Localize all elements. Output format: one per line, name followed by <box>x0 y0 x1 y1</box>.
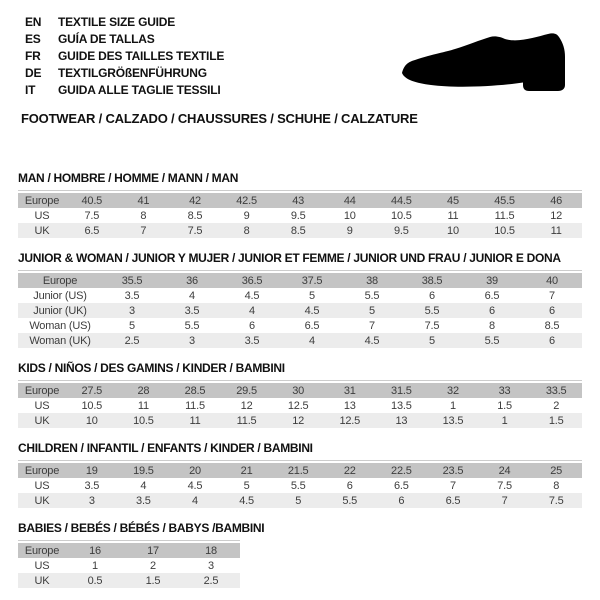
size-table-kids <box>18 383 582 428</box>
size-value: 41 <box>137 194 150 207</box>
size-value: 7 <box>140 224 147 237</box>
row-label: Europe <box>24 464 60 477</box>
size-value: 21.5 <box>287 464 309 477</box>
language-label: TEXTILE SIZE GUIDE <box>58 15 176 29</box>
size-section-man <box>18 171 582 238</box>
size-value: 10 <box>447 224 459 237</box>
size-value: 12.5 <box>287 399 309 412</box>
size-row-junior-us <box>18 288 582 303</box>
size-value: 11 <box>137 399 149 412</box>
size-value: 11.5 <box>185 399 205 412</box>
size-value: 38.5 <box>421 274 443 287</box>
size-value: 10.5 <box>133 414 154 427</box>
size-value: 7 <box>549 289 555 302</box>
size-value: 19 <box>85 464 98 477</box>
size-value: 9 <box>346 224 353 237</box>
size-row-us <box>18 558 240 573</box>
size-value: 6.5 <box>484 289 500 302</box>
size-value: 11 <box>189 414 201 427</box>
size-row-us <box>18 478 582 493</box>
size-row-woman-us <box>18 318 582 333</box>
language-label: GUÍA DE TALLAS <box>58 32 155 46</box>
size-value: 23.5 <box>442 464 464 477</box>
size-value: 30 <box>292 384 305 397</box>
size-value: 6.5 <box>394 479 409 492</box>
size-value: 13 <box>343 399 356 412</box>
size-table-babies <box>18 543 240 588</box>
size-value: 6.5 <box>304 319 320 332</box>
size-row-europe <box>18 383 582 398</box>
size-value: 44 <box>343 194 356 207</box>
size-value: 6 <box>489 304 495 317</box>
row-label: Woman (US) <box>29 319 91 332</box>
size-value: 5.5 <box>484 334 500 347</box>
size-value: 7.5 <box>84 209 100 222</box>
section-title-children: CHILDREN / INFANTIL / ENFANTS / KINDER / BAMBINI <box>18 441 313 455</box>
row-label: UK <box>34 224 50 237</box>
size-section-junior-woman <box>18 251 582 348</box>
size-value: 13.5 <box>442 414 464 427</box>
language-code: IT <box>25 83 36 97</box>
size-value: 6 <box>549 334 555 347</box>
size-value: 12.5 <box>339 414 361 427</box>
size-value: 9.5 <box>290 209 306 222</box>
size-value: 10.5 <box>391 209 412 222</box>
size-table-junior-woman <box>18 273 582 348</box>
size-value: 8 <box>243 224 250 237</box>
language-code: EN <box>25 15 42 29</box>
size-value: 6 <box>249 319 255 332</box>
table-wrap <box>18 380 582 428</box>
size-value: 2 <box>553 399 560 412</box>
table-wrap <box>18 460 582 508</box>
size-value: 12 <box>550 209 563 222</box>
size-value: 6.5 <box>84 224 100 237</box>
size-value: 5.5 <box>290 479 306 492</box>
size-tables <box>18 171 582 588</box>
size-value: 3 <box>208 559 214 572</box>
size-row-uk <box>18 493 582 508</box>
size-table-children <box>18 463 582 508</box>
size-value: 4.5 <box>239 494 254 507</box>
size-value: 33 <box>498 384 511 397</box>
section-title-man: MAN / HOMBRE / HOMME / MANN / MAN <box>18 171 239 185</box>
size-value: 27.5 <box>81 384 103 397</box>
size-value: 4.5 <box>187 479 203 492</box>
size-value: 8 <box>489 319 495 332</box>
size-value: 7.5 <box>497 479 512 492</box>
size-value: 9.5 <box>394 224 409 237</box>
size-value: 18 <box>205 544 217 557</box>
size-value: 37.5 <box>301 274 323 287</box>
size-value: 36 <box>186 274 198 287</box>
size-value: 28 <box>137 384 150 397</box>
size-value: 5 <box>309 289 315 302</box>
size-value: 45 <box>447 194 459 207</box>
size-value: 1 <box>92 559 98 572</box>
size-row-europe <box>18 463 582 478</box>
size-value: 11 <box>447 209 459 222</box>
size-value: 1 <box>449 399 456 412</box>
size-value: 16 <box>89 544 101 557</box>
size-value: 11.5 <box>494 209 515 222</box>
size-value: 28.5 <box>184 384 206 397</box>
table-wrap <box>18 270 582 348</box>
shoe-icon <box>398 33 578 93</box>
size-row-europe <box>18 273 582 288</box>
size-value: 3.5 <box>184 304 200 317</box>
size-value: 5.5 <box>424 304 440 317</box>
size-value: 11 <box>550 224 562 237</box>
size-value: 12 <box>240 399 253 412</box>
size-value: 5 <box>243 479 250 492</box>
size-value: 42.5 <box>236 194 257 207</box>
size-value: 7.5 <box>548 494 564 507</box>
size-value: 46 <box>550 194 563 207</box>
size-value: 22 <box>343 464 356 477</box>
table-wrap <box>18 540 240 588</box>
size-value: 8 <box>140 209 147 222</box>
language-label: TEXTILGRÖßENFÜHRUNG <box>58 66 207 80</box>
row-label: Junior (US) <box>33 289 87 302</box>
size-value: 5.5 <box>342 494 358 507</box>
language-code: DE <box>25 66 42 80</box>
row-label: UK <box>34 494 50 507</box>
table-wrap <box>18 190 582 238</box>
size-value: 44.5 <box>391 194 412 207</box>
size-value: 45.5 <box>494 194 515 207</box>
language-code: ES <box>25 32 41 46</box>
row-label: UK <box>34 574 50 587</box>
size-value: 5 <box>129 319 135 332</box>
size-value: 4 <box>140 479 147 492</box>
size-value: 4 <box>189 289 195 302</box>
section-title-babies: BABIES / BEBÉS / BÉBÉS / BABYS /BAMBINI <box>18 521 265 535</box>
size-section-children <box>18 441 582 508</box>
row-label: Europe <box>42 274 78 287</box>
size-value: 2.5 <box>124 334 140 347</box>
size-value: 1.5 <box>145 574 161 587</box>
row-label: US <box>34 479 50 492</box>
size-value: 8.5 <box>544 319 560 332</box>
language-row-en <box>25 14 600 31</box>
size-value: 38 <box>366 274 378 287</box>
size-value: 1.5 <box>548 414 564 427</box>
size-value: 36.5 <box>241 274 263 287</box>
size-value: 13.5 <box>391 399 412 412</box>
size-value: 2.5 <box>203 574 219 587</box>
size-value: 7.5 <box>187 224 203 237</box>
size-value: 4.5 <box>304 304 320 317</box>
size-value: 1.5 <box>497 399 512 412</box>
size-value: 40.5 <box>81 194 103 207</box>
size-value: 5.5 <box>364 289 380 302</box>
size-row-uk <box>18 413 582 428</box>
size-value: 8 <box>553 479 560 492</box>
row-label: Woman (UK) <box>29 334 91 347</box>
size-value: 4 <box>249 304 255 317</box>
row-label: Europe <box>24 194 60 207</box>
size-value: 10.5 <box>81 399 103 412</box>
size-value: 8.5 <box>290 224 306 237</box>
size-value: 3.5 <box>84 479 100 492</box>
size-value: 4 <box>309 334 315 347</box>
size-value: 10 <box>85 414 98 427</box>
size-row-europe <box>18 543 240 558</box>
category-line: FOOTWEAR / CALZADO / CHAUSSURES / SCHUHE / CALZATURE <box>21 111 418 126</box>
size-value: 12 <box>292 414 305 427</box>
size-value: 42 <box>189 194 201 207</box>
size-value: 6 <box>429 289 435 302</box>
size-value: 6 <box>549 304 555 317</box>
row-label: US <box>34 399 50 412</box>
size-value: 3 <box>189 334 195 347</box>
size-value: 5 <box>295 494 302 507</box>
size-value: 6.5 <box>445 494 461 507</box>
size-value: 22.5 <box>391 464 412 477</box>
size-value: 5 <box>429 334 435 347</box>
size-value: 7 <box>369 319 375 332</box>
section-title-junior-woman: JUNIOR & WOMAN / JUNIOR Y MUJER / JUNIOR ET FEMME / JUNIOR UND FRAU / JUNIOR E DONA <box>18 251 561 265</box>
size-value: 35.5 <box>121 274 143 287</box>
row-label: Junior (UK) <box>33 304 87 317</box>
size-value: 7 <box>449 479 456 492</box>
size-row-uk <box>18 573 240 588</box>
language-label: GUIDA ALLE TAGLIE TESSILI <box>58 83 221 97</box>
size-value: 11.5 <box>236 414 257 427</box>
size-value: 10 <box>343 209 356 222</box>
size-value: 24 <box>498 464 511 477</box>
size-value: 3.5 <box>136 494 151 507</box>
size-row-europe <box>18 193 582 208</box>
row-label: Europe <box>24 544 60 557</box>
size-value: 19.5 <box>133 464 154 477</box>
size-row-junior-uk <box>18 303 582 318</box>
size-row-us <box>18 208 582 223</box>
size-value: 31.5 <box>391 384 412 397</box>
size-value: 43 <box>292 194 305 207</box>
size-value: 4.5 <box>364 334 380 347</box>
size-value: 2 <box>150 559 156 572</box>
size-value: 10.5 <box>494 224 515 237</box>
size-value: 32 <box>447 384 459 397</box>
size-value: 17 <box>147 544 159 557</box>
size-value: 9 <box>243 209 250 222</box>
size-table-man <box>18 193 582 238</box>
size-value: 13 <box>395 414 408 427</box>
size-section-babies <box>18 521 582 588</box>
language-code: FR <box>25 49 41 63</box>
size-row-uk <box>18 223 582 238</box>
size-value: 0.5 <box>87 574 103 587</box>
size-value: 7.5 <box>424 319 440 332</box>
section-title-kids: KIDS / NIÑOS / DES GAMINS / KINDER / BAMBINI <box>18 361 285 375</box>
size-value: 8.5 <box>187 209 203 222</box>
size-value: 25 <box>550 464 563 477</box>
size-value: 7 <box>501 494 508 507</box>
size-value: 3.5 <box>124 289 140 302</box>
size-value: 3 <box>129 304 135 317</box>
size-value: 3 <box>88 494 95 507</box>
size-value: 20 <box>189 464 201 477</box>
row-label: UK <box>34 414 50 427</box>
size-value: 33.5 <box>545 384 567 397</box>
size-value: 21 <box>240 464 253 477</box>
size-value: 39 <box>486 274 498 287</box>
size-value: 6 <box>398 494 405 507</box>
size-value: 6 <box>346 479 353 492</box>
size-value: 5.5 <box>184 319 200 332</box>
size-value: 4.5 <box>244 289 260 302</box>
size-row-woman-uk <box>18 333 582 348</box>
size-value: 1 <box>501 414 508 427</box>
row-label: Europe <box>24 384 60 397</box>
row-label: US <box>34 209 50 222</box>
language-label: GUIDE DES TAILLES TEXTILE <box>58 49 225 63</box>
row-label: US <box>34 559 50 572</box>
size-value: 31 <box>343 384 356 397</box>
size-value: 29.5 <box>236 384 257 397</box>
size-value: 3.5 <box>244 334 260 347</box>
size-value: 4 <box>192 494 198 507</box>
size-row-us <box>18 398 582 413</box>
size-value: 5 <box>369 304 375 317</box>
size-section-kids <box>18 361 582 428</box>
size-value: 40 <box>546 274 558 287</box>
